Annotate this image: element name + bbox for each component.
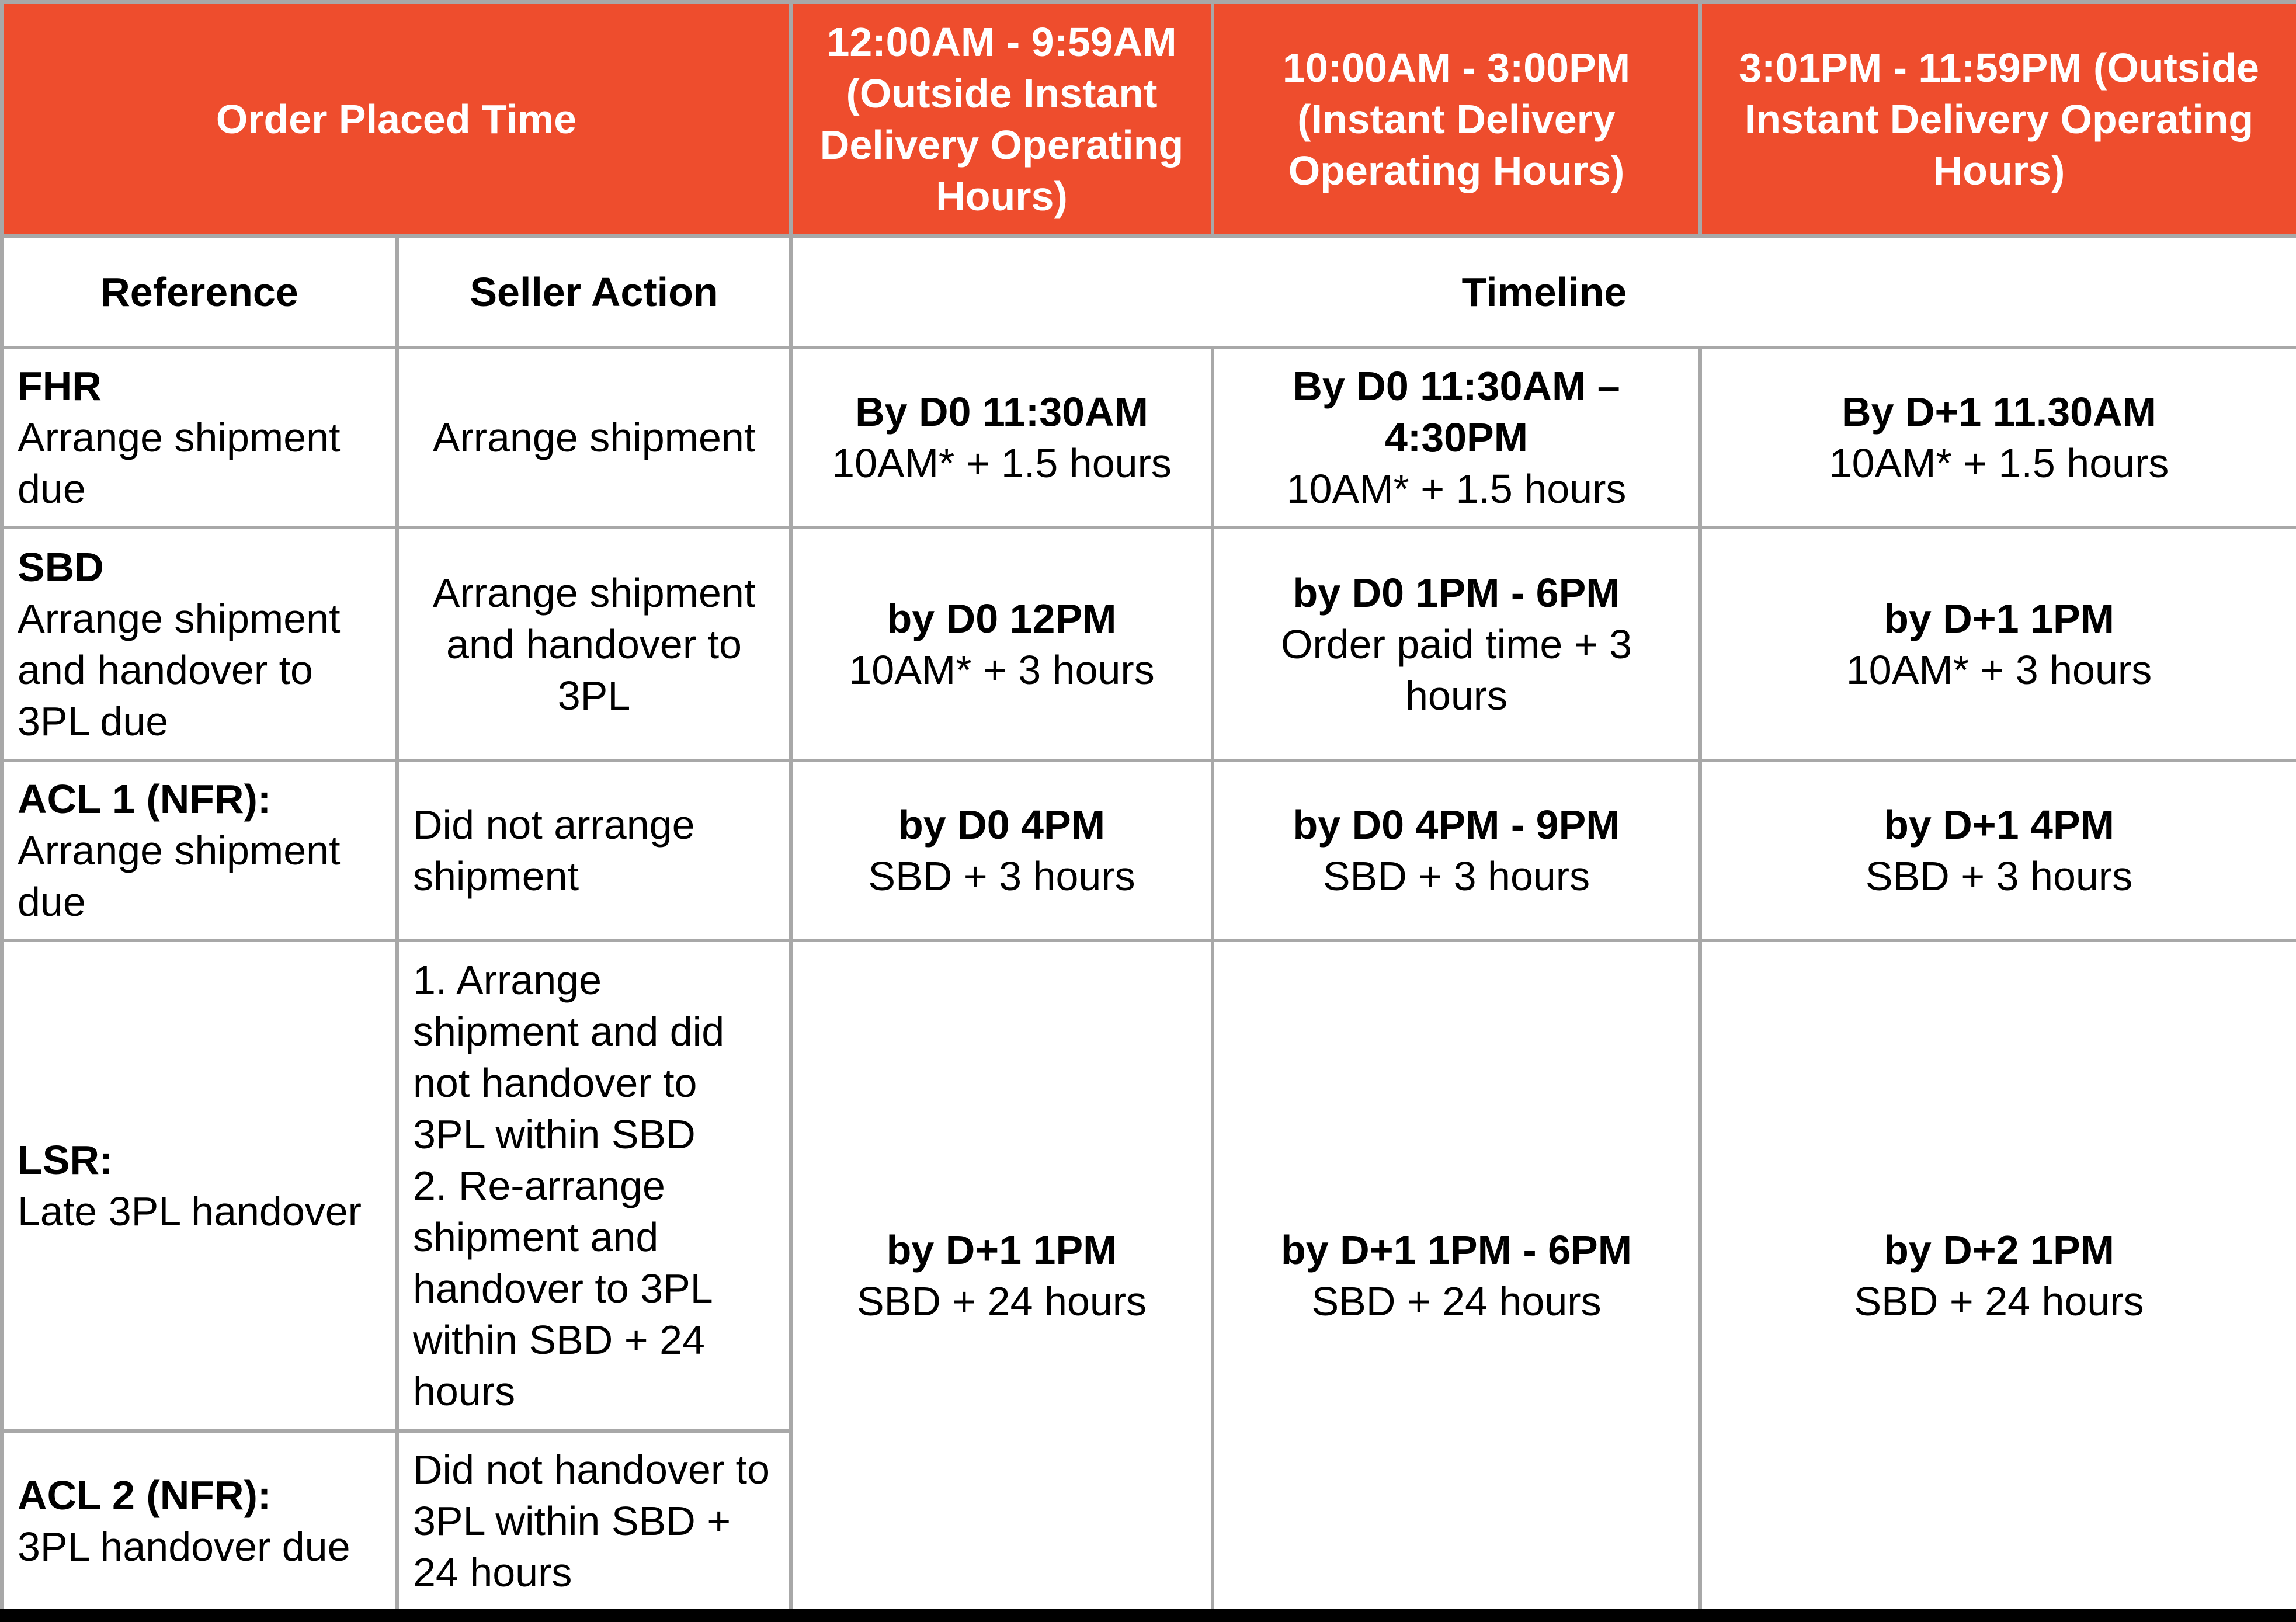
deadline: by D0 4PM - 9PM	[1293, 802, 1620, 848]
seller-action-header: Seller Action	[397, 236, 791, 348]
reference-description: Arrange shipment and handover to 3PL due	[18, 595, 341, 744]
rule: SBD + 24 hours	[856, 1279, 1147, 1324]
timeline-cell	[1700, 348, 2296, 527]
reference-description: Arrange shipment due	[18, 828, 341, 925]
seller-action-cell: Did not handover to 3PL within SBD + 24 hours	[397, 1431, 791, 1611]
subheader-row	[2, 236, 2296, 348]
table-row-fhr	[2, 348, 2296, 527]
seller-action-cell: Arrange shipment and handover to 3PL	[397, 527, 791, 760]
reference-cell	[2, 348, 397, 527]
table-row-acl1	[2, 760, 2296, 940]
timeline-cell	[1700, 760, 2296, 940]
reference-cell	[2, 527, 397, 760]
deadline: by D+1 1PM	[1884, 595, 2114, 641]
rule: SBD + 24 hours	[1854, 1279, 2144, 1324]
timeline-cell	[1213, 940, 1700, 1611]
deadline: by D+1 4PM	[1884, 802, 2114, 848]
reference-code: LSR:	[18, 1137, 113, 1183]
timeline-cell	[1213, 348, 1700, 527]
reference-description: Late 3PL handover	[18, 1189, 362, 1234]
deadline: by D+1 1PM - 6PM	[1281, 1227, 1632, 1273]
rule: Order paid time + 3 hours	[1280, 621, 1632, 718]
reference-cell	[2, 760, 397, 940]
seller-action-cell	[397, 940, 791, 1431]
timeline-cell	[1213, 760, 1700, 940]
slot-header-instant: 10:00AM - 3:00PM (Instant Delivery Operating Hours)	[1213, 2, 1700, 236]
timeline-cell	[791, 940, 1213, 1611]
bottom-border-band	[0, 1609, 2296, 1622]
deadline: by D+1 1PM	[886, 1227, 1117, 1273]
reference-code: ACL 2 (NFR):	[18, 1472, 272, 1518]
deadline: by D0 12PM	[887, 595, 1117, 641]
reference-code: FHR	[18, 363, 102, 409]
timeline-cell	[1700, 527, 2296, 760]
timeline-cell	[791, 760, 1213, 940]
timeline-cell	[1700, 940, 2296, 1611]
deadline: by D0 1PM - 6PM	[1293, 569, 1620, 616]
rule: 10AM* + 3 hours	[1846, 647, 2152, 693]
deadline: By D0 11:30AM – 4:30PM	[1293, 363, 1620, 460]
rule: SBD + 3 hours	[868, 853, 1135, 899]
deadline: By D0 11:30AM	[855, 389, 1148, 435]
reference-description: Arrange shipment due	[18, 415, 341, 512]
deadline: By D+1 11.30AM	[1842, 389, 2156, 435]
slot-header-late: 3:01PM - 11:59PM (Outside Instant Delivery Operating Hours)	[1700, 2, 2296, 236]
table-row-lsr	[2, 940, 2296, 1431]
seller-action-step-2: 2. Re-arrange shipment and handover to 3PL within SBD + 24 hours	[413, 1163, 712, 1414]
rule: 10AM* + 1.5 hours	[1829, 440, 2169, 486]
reference-code: SBD	[18, 544, 104, 590]
reference-cell	[2, 940, 397, 1431]
timeline-header: Timeline	[791, 236, 2296, 348]
rule: SBD + 3 hours	[1322, 853, 1590, 899]
timeline-cell	[791, 527, 1213, 760]
timeline-cell	[1213, 527, 1700, 760]
table-row-sbd	[2, 527, 2296, 760]
reference-description: 3PL handover due	[18, 1524, 350, 1569]
order-placed-time-header: Order Placed Time	[2, 2, 791, 236]
reference-code: ACL 1 (NFR):	[18, 776, 272, 822]
reference-header: Reference	[2, 236, 397, 348]
deadline: by D+2 1PM	[1884, 1227, 2114, 1273]
slot-header-early: 12:00AM - 9:59AM (Outside Instant Delivery Operating Hours)	[791, 2, 1213, 236]
rule: SBD + 24 hours	[1311, 1279, 1602, 1324]
header-row	[2, 2, 2296, 236]
deadline: by D0 4PM	[898, 802, 1106, 848]
rule: 10AM* + 1.5 hours	[1286, 466, 1627, 512]
timeline-cell	[791, 348, 1213, 527]
rule: 10AM* + 1.5 hours	[832, 440, 1172, 486]
reference-cell	[2, 1431, 397, 1611]
seller-action-cell: Arrange shipment	[397, 348, 791, 527]
seller-action-step-1: 1. Arrange shipment and did not handover to 3PL within SBD	[413, 957, 725, 1157]
rule: 10AM* + 3 hours	[849, 647, 1155, 693]
seller-action-cell: Did not arrange shipment	[397, 760, 791, 940]
rule: SBD + 3 hours	[1865, 853, 2133, 899]
